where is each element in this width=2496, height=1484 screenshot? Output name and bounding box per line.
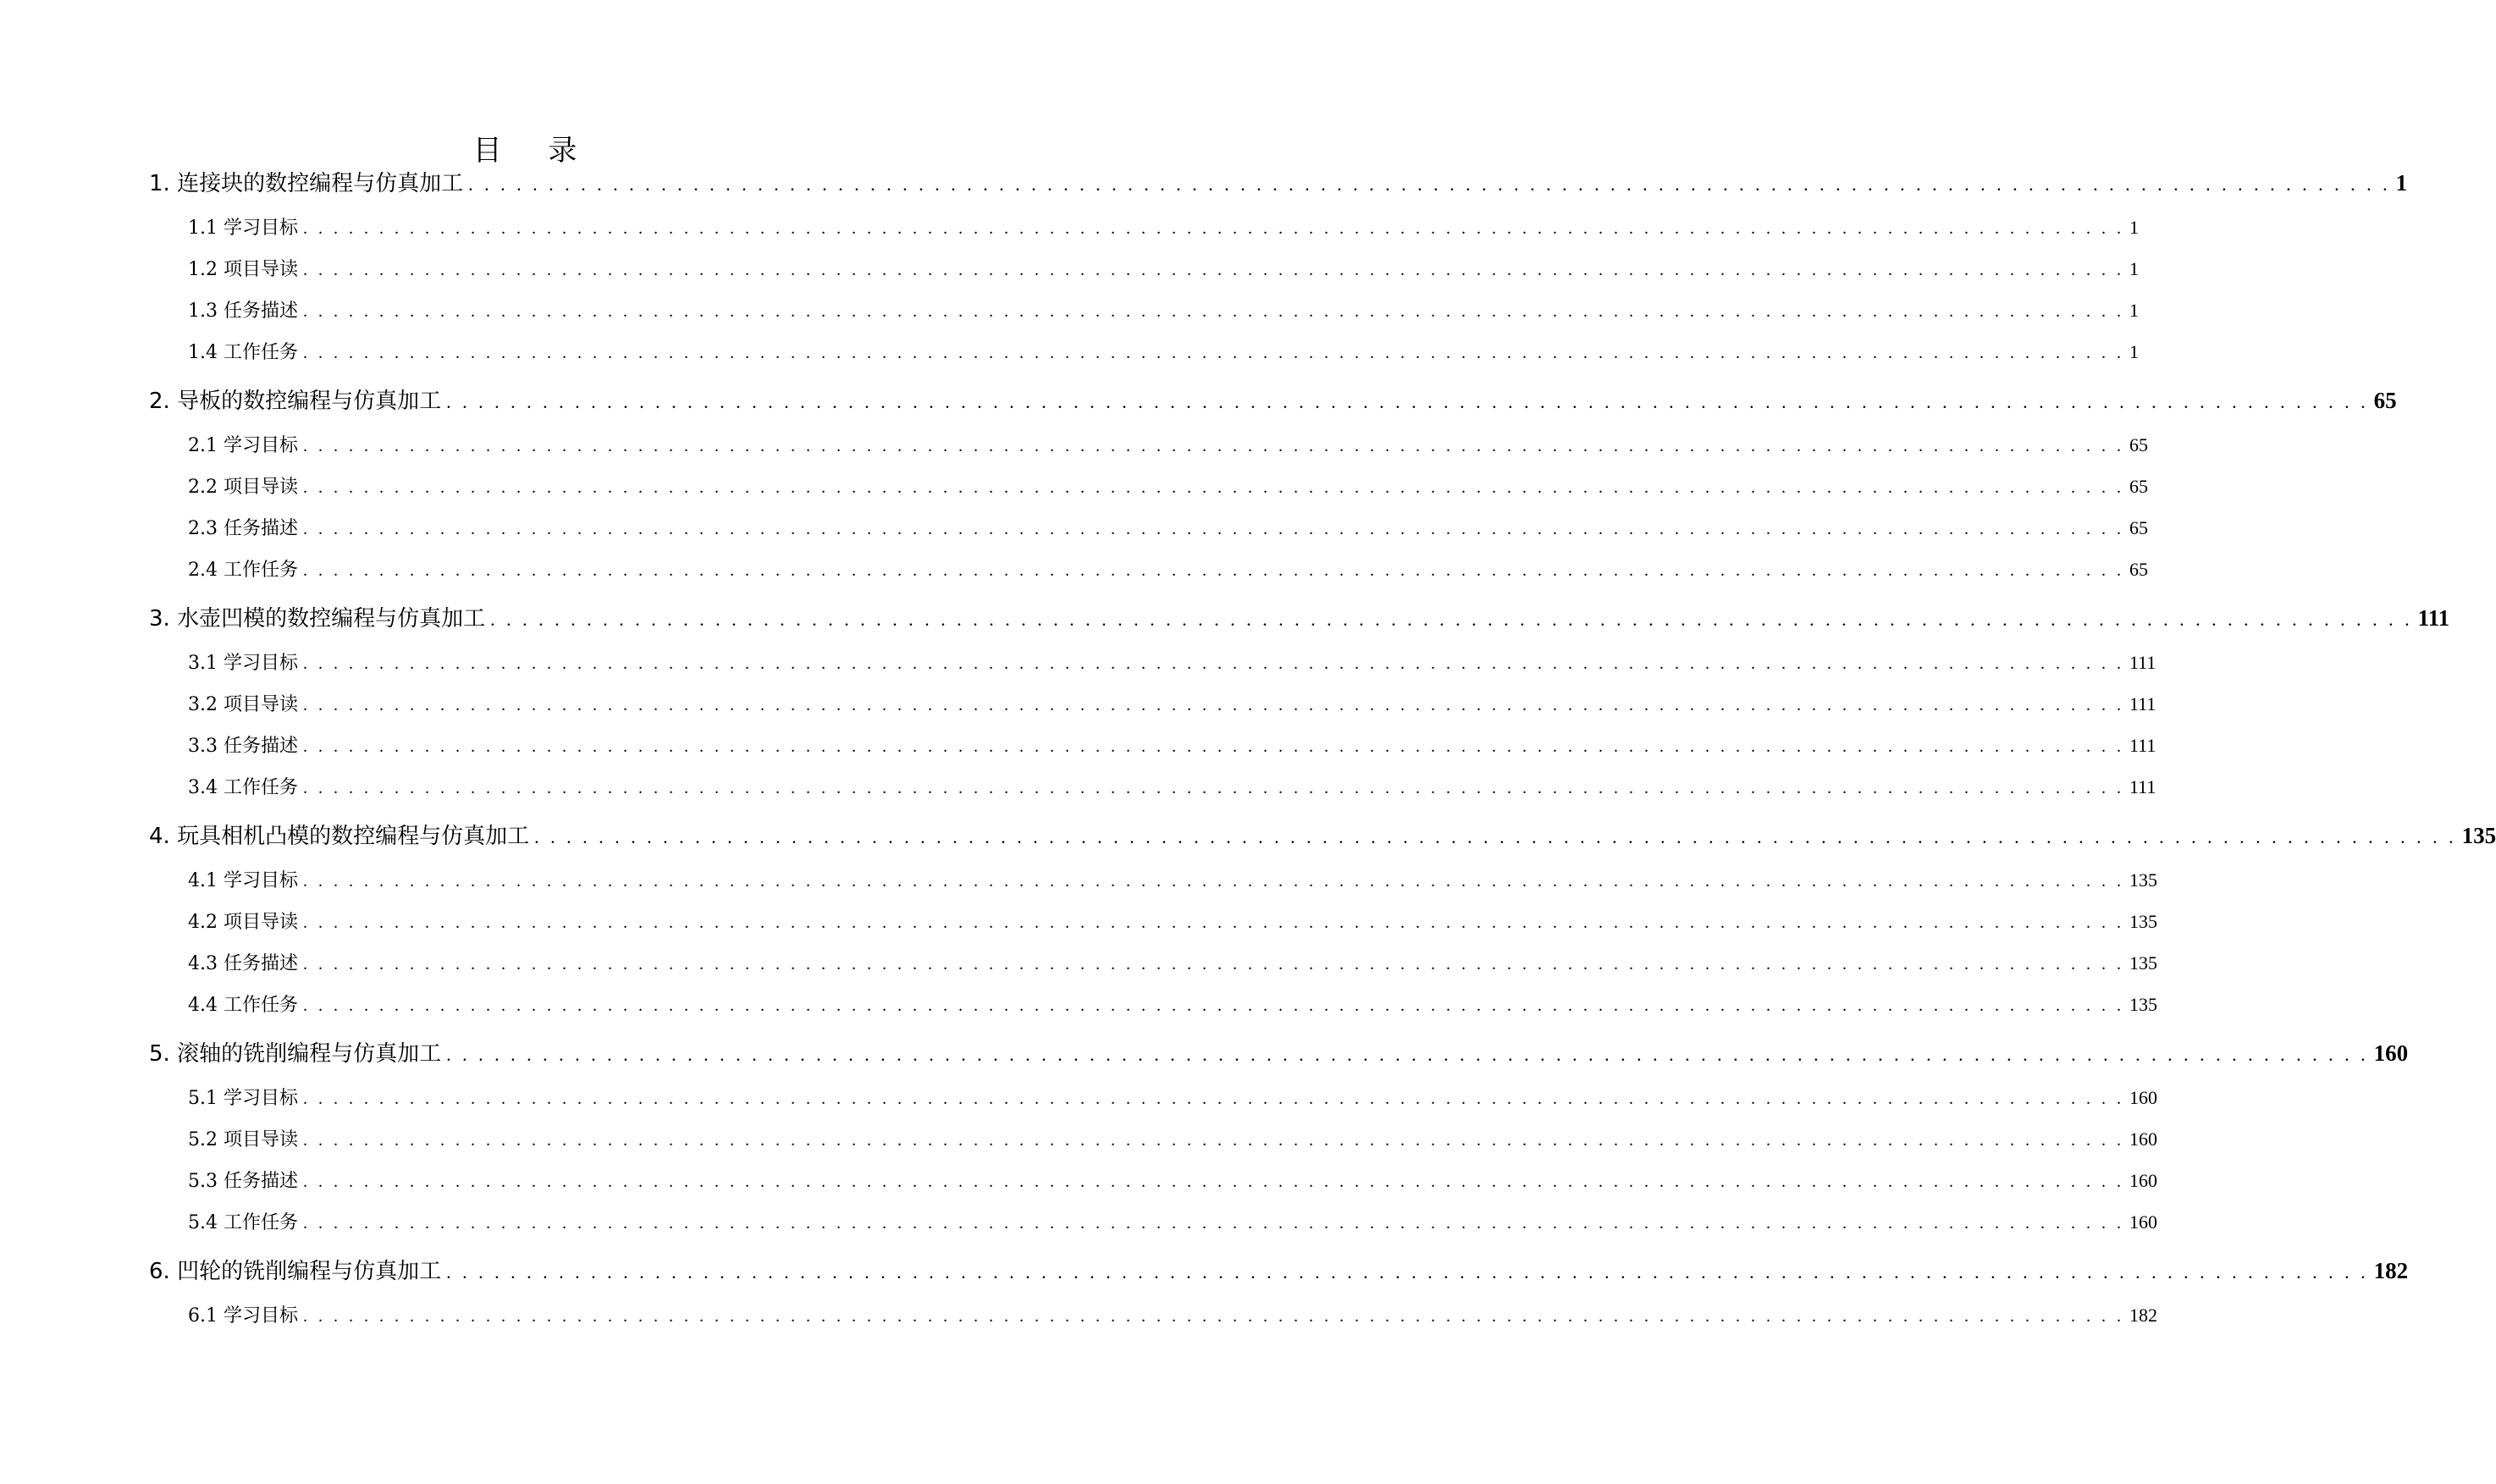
toc-chapter-title: 2. 导板的数控编程与仿真加工 (149, 389, 442, 414)
toc-section[interactable] (188, 428, 2148, 462)
toc-dot-leader: . . . . . . . . . . . . . . . . . . . . . . . . . . . . . . . . . . . . . . . . . . . . . . . . . . . . . . . . . . . . . . . . . . . . . . . . . . . . . . . . . . . . . . . . . . . . . . . . . . . . . . . . . . . . . . . . . . . . . . . . (302, 302, 2124, 321)
toc-section-page-number: 135 (2129, 869, 2157, 891)
toc-chapter[interactable] (149, 383, 2397, 417)
toc-section-title: 4.1 学习目标 (188, 870, 298, 891)
toc-dot-leader: . . . . . . . . . . . . . . . . . . . . . . . . . . . . . . . . . . . . . . . . . . . . . . . . . . . . . . . . . . . . . . . . . . . . . . . . . . . . . . . . . . . . . . . . . . . . . . . . . . . . . . . . . . . . . . . . . . . . . . . . (302, 654, 2124, 673)
toc-section-page-number: 160 (2129, 1211, 2157, 1233)
toc-section-page-number: 111 (2129, 652, 2156, 673)
toc-section-title: 2.1 学习目标 (188, 435, 298, 456)
toc-chapter[interactable] (149, 1254, 2409, 1288)
toc-dot-leader: . . . . . . . . . . . . . . . . . . . . . . . . . . . . . . . . . . . . . . . . . . . . . . . . . . . . . . . . . . . . . . . . . . . . . . . . . . . . . . . . . . . . . . . . . . . . . . . . . . . . . . . . . . . . . . . . . . . . . . . . (302, 1172, 2124, 1191)
toc-chapter[interactable] (149, 601, 2450, 635)
toc-section-title: 1.1 学习目标 (188, 218, 298, 239)
toc-section-page-number: 182 (2129, 1305, 2157, 1326)
toc-chapter-title: 4. 玩具相机凸模的数控编程与仿真加工 (149, 824, 530, 849)
toc-section-page-number: 1 (2129, 258, 2139, 279)
toc-section-title: 3.2 项目导读 (188, 694, 298, 715)
toc-section-page-number: 160 (2129, 1087, 2157, 1108)
toc-chapter-page-number: 135 (2461, 823, 2496, 848)
toc-section-title: 5.3 任务描述 (188, 1171, 298, 1192)
toc-section-title: 4.4 工作任务 (188, 995, 298, 1016)
toc-section-title: 5.1 学习目标 (188, 1088, 298, 1109)
toc-section[interactable] (188, 335, 2139, 369)
toc-section-page-number: 160 (2129, 1128, 2157, 1150)
toc-section-page-number: 135 (2129, 911, 2157, 932)
toc-section[interactable] (188, 1164, 2157, 1198)
toc-section[interactable] (188, 1299, 2157, 1332)
toc-dot-leader: . . . . . . . . . . . . . . . . . . . . . . . . . . . . . . . . . . . . . . . . . . . . . . . . . . . . . . . . . . . . . . . . . . . . . . . . . . . . . . . . . . . . . . . . . . . . . . . . . . . . . . . . . . . . . . . . . . . . . . . . (302, 478, 2124, 497)
toc-dot-leader: . . . . . . . . . . . . . . . . . . . . . . . . . . . . . . . . . . . . . . . . . . . . . . . . . . . . . . . . . . . . . . . . . . . . . . . . . . . . . . . . . . . . . . . . . . . . . . . . . . . . . . . . . . . . . . . . . . . . . . . . (302, 737, 2124, 756)
toc-section[interactable] (188, 294, 2139, 328)
toc-section[interactable] (188, 646, 2156, 680)
toc-chapter-title: 5. 滚轴的铣削编程与仿真加工 (149, 1041, 442, 1067)
toc-section-page-number: 1 (2129, 300, 2139, 321)
toc-dot-leader: . . . . . . . . . . . . . . . . . . . . . . . . . . . . . . . . . . . . . . . . . . . . . . . . . . . . . . . . . . . . . . . . . . . . . . . . . . . . . . . . . . . . . . . . . . . . . . . . . . . . . . . . . . . . . . . . . . . . . . . . (490, 609, 2413, 630)
toc-section-title: 2.2 项目导读 (188, 477, 298, 498)
toc-chapter[interactable] (149, 166, 2408, 200)
toc-chapter-title: 1. 连接块的数控编程与仿真加工 (149, 171, 464, 196)
toc-dot-leader: . . . . . . . . . . . . . . . . . . . . . . . . . . . . . . . . . . . . . . . . . . . . . . . . . . . . . . . . . . . . . . . . . . . . . . . . . . . . . . . . . . . . . . . . . . . . . . . . . . . . . . . . . . . . . . . . . . . . . . . . (302, 696, 2124, 714)
toc-section[interactable] (188, 470, 2148, 504)
toc-section-title: 5.2 项目导读 (188, 1129, 298, 1150)
toc-section[interactable] (188, 905, 2157, 939)
toc-dot-leader: . . . . . . . . . . . . . . . . . . . . . . . . . . . . . . . . . . . . . . . . . . . . . . . . . . . . . . . . . . . . . . . . . . . . . . . . . . . . . . . . . . . . . . . . . . . . . . . . . . . . . . . . . . . . . . . . . . . . . . . . (446, 1044, 2369, 1065)
toc-dot-leader: . . . . . . . . . . . . . . . . . . . . . . . . . . . . . . . . . . . . . . . . . . . . . . . . . . . . . . . . . . . . . . . . . . . . . . . . . . . . . . . . . . . . . . . . . . . . . . . . . . . . . . . . . . . . . . . . . . . . . . . . (534, 826, 2457, 847)
toc-chapter-title: 6. 凹轮的铣削编程与仿真加工 (149, 1259, 442, 1284)
toc-dot-leader: . . . . . . . . . . . . . . . . . . . . . . . . . . . . . . . . . . . . . . . . . . . . . . . . . . . . . . . . . . . . . . . . . . . . . . . . . . . . . . . . . . . . . . . . . . . . . . . . . . . . . . . . . . . . . . . . . . . . . . . . (302, 261, 2124, 279)
toc-section-title: 3.3 任务描述 (188, 736, 298, 757)
toc-section[interactable] (188, 511, 2148, 545)
toc-chapter-page-number: 160 (2373, 1040, 2409, 1066)
toc-chapter-page-number: 111 (2417, 605, 2450, 631)
toc-section[interactable] (188, 863, 2157, 897)
toc-section[interactable] (188, 211, 2139, 245)
toc-section-title: 1.2 项目导读 (188, 259, 298, 280)
toc-section-page-number: 135 (2129, 994, 2157, 1015)
toc-section-page-number: 65 (2129, 476, 2148, 497)
toc-section-title: 3.4 工作任务 (188, 777, 298, 798)
toc-dot-leader: . . . . . . . . . . . . . . . . . . . . . . . . . . . . . . . . . . . . . . . . . . . . . . . . . . . . . . . . . . . . . . . . . . . . . . . . . . . . . . . . . . . . . . . . . . . . . . . . . . . . . . . . . . . . . . . . . . . . . . . . (446, 1261, 2369, 1283)
toc-dot-leader: . . . . . . . . . . . . . . . . . . . . . . . . . . . . . . . . . . . . . . . . . . . . . . . . . . . . . . . . . . . . . . . . . . . . . . . . . . . . . . . . . . . . . . . . . . . . . . . . . . . . . . . . . . . . . . . . . . . . . . . . (302, 1090, 2124, 1108)
toc-chapter-title: 3. 水壶凹模的数控编程与仿真加工 (149, 606, 486, 632)
toc-dot-leader: . . . . . . . . . . . . . . . . . . . . . . . . . . . . . . . . . . . . . . . . . . . . . . . . . . . . . . . . . . . . . . . . . . . . . . . . . . . . . . . . . . . . . . . . . . . . . . . . . . . . . . . . . . . . . . . . . . . . . . . . (302, 1307, 2124, 1326)
toc-section-page-number: 65 (2129, 559, 2148, 580)
toc-dot-leader: . . . . . . . . . . . . . . . . . . . . . . . . . . . . . . . . . . . . . . . . . . . . . . . . . . . . . . . . . . . . . . . . . . . . . . . . . . . . . . . . . . . . . . . . . . . . . . . . . . . . . . . . . . . . . . . . . . . . . . . . (302, 996, 2124, 1015)
toc-dot-leader: . . . . . . . . . . . . . . . . . . . . . . . . . . . . . . . . . . . . . . . . . . . . . . . . . . . . . . . . . . . . . . . . . . . . . . . . . . . . . . . . . . . . . . . . . . . . . . . . . . . . . . . . . . . . . . . . . . . . . . . . (302, 1131, 2124, 1150)
toc-section-page-number: 111 (2129, 735, 2156, 756)
toc-section-title: 1.4 工作任务 (188, 342, 298, 363)
toc-section-title: 2.4 工作任务 (188, 560, 298, 581)
toc-dot-leader: . . . . . . . . . . . . . . . . . . . . . . . . . . . . . . . . . . . . . . . . . . . . . . . . . . . . . . . . . . . . . . . . . . . . . . . . . . . . . . . . . . . . . . . . . . . . . . . . . . . . . . . . . . . . . . . . . . . . . . . . (302, 913, 2124, 932)
toc-dot-leader: . . . . . . . . . . . . . . . . . . . . . . . . . . . . . . . . . . . . . . . . . . . . . . . . . . . . . . . . . . . . . . . . . . . . . . . . . . . . . . . . . . . . . . . . . . . . . . . . . . . . . . . . . . . . . . . . . . . . . . . . (302, 561, 2124, 580)
page-title: 目 录 (472, 134, 596, 168)
toc-chapter-page-number: 182 (2373, 1258, 2409, 1283)
toc-section[interactable] (188, 729, 2156, 763)
toc-dot-leader: . . . . . . . . . . . . . . . . . . . . . . . . . . . . . . . . . . . . . . . . . . . . . . . . . . . . . . . . . . . . . . . . . . . . . . . . . . . . . . . . . . . . . . . . . . . . . . . . . . . . . . . . . . . . . . . . . . . . . . . . (468, 174, 2391, 195)
toc-dot-leader: . . . . . . . . . . . . . . . . . . . . . . . . . . . . . . . . . . . . . . . . . . . . . . . . . . . . . . . . . . . . . . . . . . . . . . . . . . . . . . . . . . . . . . . . . . . . . . . . . . . . . . . . . . . . . . . . . . . . . . . . (302, 1214, 2124, 1233)
toc-chapter-page-number: 65 (2373, 388, 2397, 413)
toc-section-page-number: 1 (2129, 217, 2139, 238)
toc-section[interactable] (188, 946, 2157, 980)
toc-dot-leader: . . . . . . . . . . . . . . . . . . . . . . . . . . . . . . . . . . . . . . . . . . . . . . . . . . . . . . . . . . . . . . . . . . . . . . . . . . . . . . . . . . . . . . . . . . . . . . . . . . . . . . . . . . . . . . . . . . . . . . . . (302, 779, 2124, 797)
toc-dot-leader: . . . . . . . . . . . . . . . . . . . . . . . . . . . . . . . . . . . . . . . . . . . . . . . . . . . . . . . . . . . . . . . . . . . . . . . . . . . . . . . . . . . . . . . . . . . . . . . . . . . . . . . . . . . . . . . . . . . . . . . . (302, 219, 2124, 238)
toc-section-page-number: 111 (2129, 693, 2156, 714)
toc-section[interactable] (188, 553, 2148, 587)
toc-section-page-number: 160 (2129, 1170, 2157, 1191)
toc-section[interactable] (188, 988, 2157, 1022)
toc-section[interactable] (188, 1123, 2157, 1156)
toc-section-title: 2.3 任务描述 (188, 518, 298, 539)
toc-section-title: 1.3 任务描述 (188, 301, 298, 322)
toc-section-title: 4.3 任务描述 (188, 953, 298, 974)
toc-dot-leader: . . . . . . . . . . . . . . . . . . . . . . . . . . . . . . . . . . . . . . . . . . . . . . . . . . . . . . . . . . . . . . . . . . . . . . . . . . . . . . . . . . . . . . . . . . . . . . . . . . . . . . . . . . . . . . . . . . . . . . . . (302, 437, 2124, 455)
toc-dot-leader: . . . . . . . . . . . . . . . . . . . . . . . . . . . . . . . . . . . . . . . . . . . . . . . . . . . . . . . . . . . . . . . . . . . . . . . . . . . . . . . . . . . . . . . . . . . . . . . . . . . . . . . . . . . . . . . . . . . . . . . . (446, 391, 2369, 412)
toc-dot-leader: . . . . . . . . . . . . . . . . . . . . . . . . . . . . . . . . . . . . . . . . . . . . . . . . . . . . . . . . . . . . . . . . . . . . . . . . . . . . . . . . . . . . . . . . . . . . . . . . . . . . . . . . . . . . . . . . . . . . . . . . (302, 955, 2124, 974)
toc-section-title: 4.2 项目导读 (188, 912, 298, 933)
toc-section-title: 3.1 学习目标 (188, 653, 298, 674)
toc-section-title: 5.4 工作任务 (188, 1212, 298, 1233)
toc-section[interactable] (188, 1205, 2157, 1239)
toc-section[interactable] (188, 1081, 2157, 1115)
toc-dot-leader: . . . . . . . . . . . . . . . . . . . . . . . . . . . . . . . . . . . . . . . . . . . . . . . . . . . . . . . . . . . . . . . . . . . . . . . . . . . . . . . . . . . . . . . . . . . . . . . . . . . . . . . . . . . . . . . . . . . . . . . . (302, 872, 2124, 891)
toc-section-page-number: 1 (2129, 341, 2139, 362)
toc-chapter-page-number: 1 (2395, 170, 2408, 196)
toc-dot-leader: . . . . . . . . . . . . . . . . . . . . . . . . . . . . . . . . . . . . . . . . . . . . . . . . . . . . . . . . . . . . . . . . . . . . . . . . . . . . . . . . . . . . . . . . . . . . . . . . . . . . . . . . . . . . . . . . . . . . . . . . (302, 520, 2124, 538)
toc-section-page-number: 65 (2129, 517, 2148, 538)
toc-section[interactable] (188, 252, 2139, 286)
toc-chapter[interactable] (149, 819, 2496, 852)
toc-section-title: 6.1 学习目标 (188, 1305, 298, 1327)
toc-chapter[interactable] (149, 1036, 2409, 1070)
toc-section[interactable] (188, 687, 2156, 721)
toc-section-page-number: 65 (2129, 434, 2148, 455)
toc-section-page-number: 135 (2129, 952, 2157, 974)
toc-section[interactable] (188, 770, 2156, 804)
toc-section-page-number: 111 (2129, 776, 2156, 797)
toc-dot-leader: . . . . . . . . . . . . . . . . . . . . . . . . . . . . . . . . . . . . . . . . . . . . . . . . . . . . . . . . . . . . . . . . . . . . . . . . . . . . . . . . . . . . . . . . . . . . . . . . . . . . . . . . . . . . . . . . . . . . . . . . (302, 344, 2124, 362)
